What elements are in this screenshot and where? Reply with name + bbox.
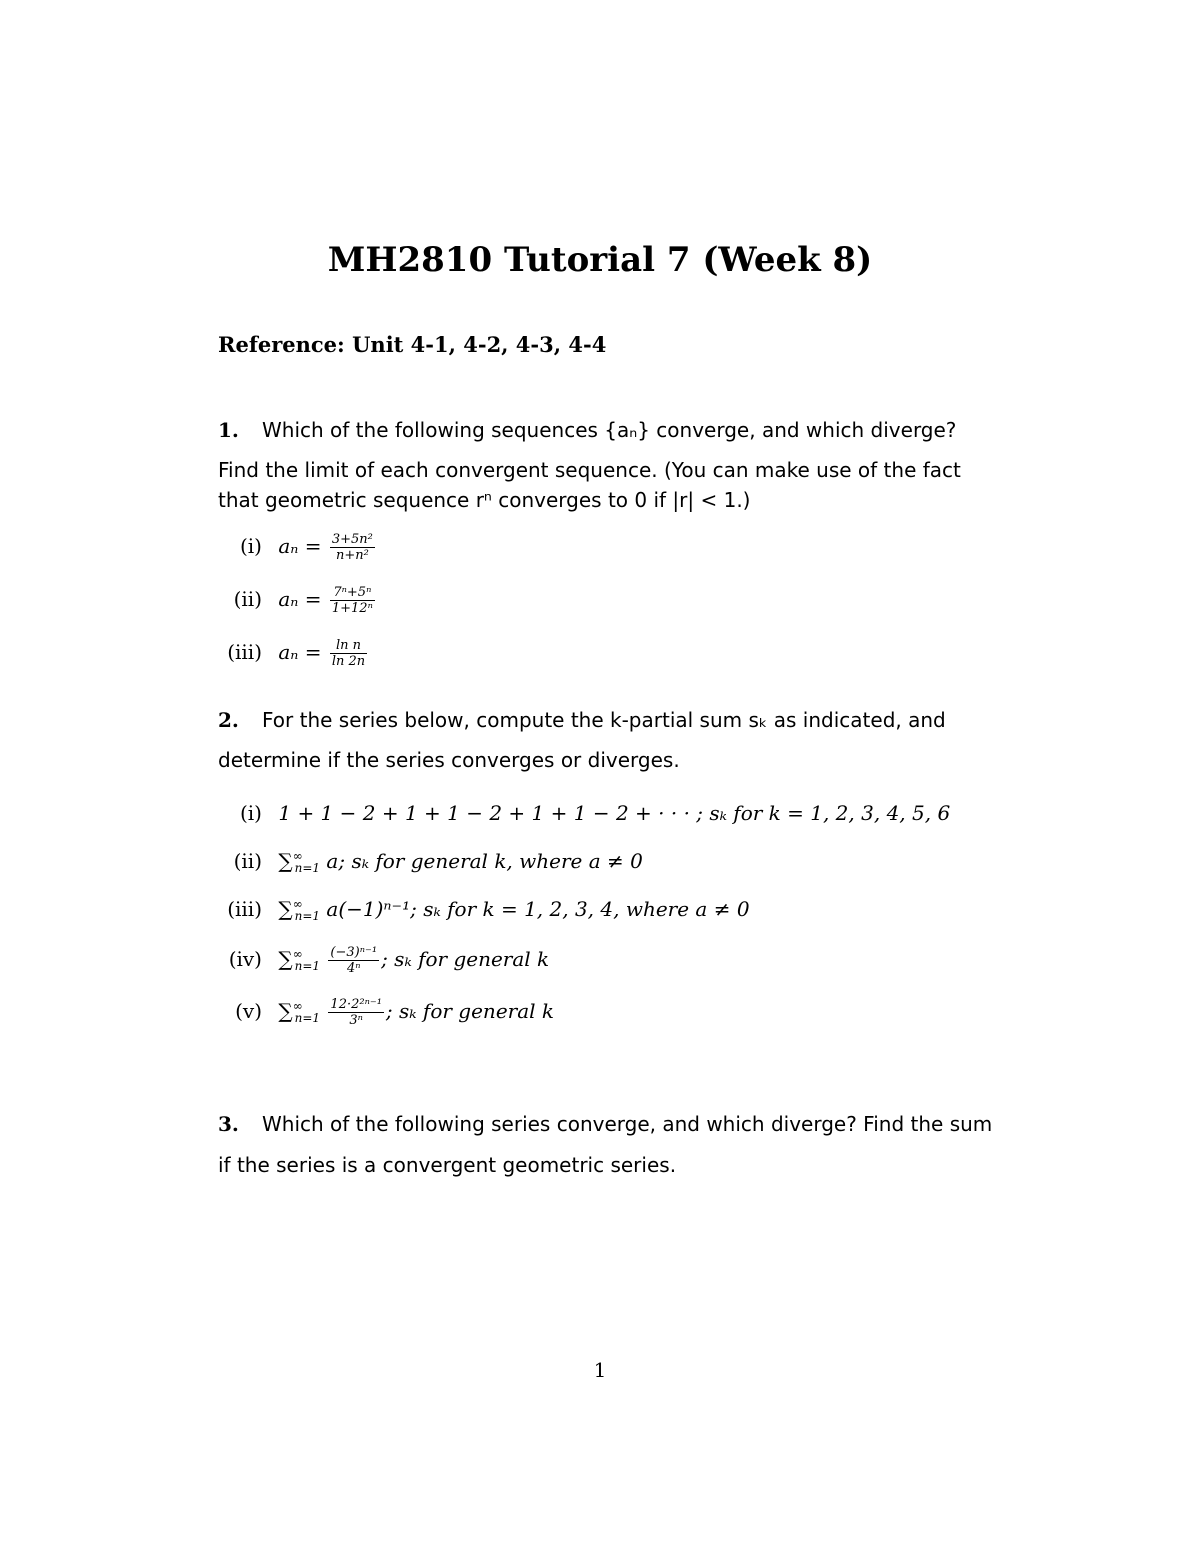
- item-text: ; sₖ for general k: [385, 999, 555, 1023]
- q2-text-1: For the series below, compute the k-partial sum sₖ as indicated, and: [262, 708, 946, 732]
- item-label: (v): [235, 999, 262, 1023]
- sum-lower: n=1: [294, 909, 321, 923]
- item-label: (iii): [227, 640, 262, 664]
- q2-item-i: [218, 801, 950, 825]
- fraction-denominator: n+n²: [335, 548, 369, 563]
- item-label: (iii): [227, 897, 262, 921]
- item-label: (ii): [233, 587, 262, 611]
- sum-symbol: $\sum^\infty_{n=1}$: [278, 947, 321, 973]
- item-label: (ii): [233, 849, 262, 873]
- fraction-numerator: 3+5n²: [331, 532, 373, 547]
- item-lhs: aₙ =: [278, 534, 322, 558]
- page-number: 1: [593, 1358, 607, 1382]
- fraction-denominator: 4ⁿ: [346, 961, 361, 976]
- page-title: MH2810 Tutorial 7 (Week 8): [327, 240, 873, 280]
- item-text: a; sₖ for general k, where a ≠ 0: [326, 849, 643, 873]
- fraction: [330, 638, 367, 669]
- sum-symbol: $\sum^\infty_{n=1}$: [278, 999, 321, 1025]
- q3-text-2: if the series is a convergent geometric series.: [218, 1153, 677, 1177]
- item-text: a(−1)ⁿ⁻¹; sₖ for k = 1, 2, 3, 4, where a ≠ 0: [326, 897, 750, 921]
- q1-number: 1.: [218, 418, 239, 442]
- q2-item-iii: [218, 897, 750, 923]
- sum-lower: n=1: [294, 1011, 321, 1025]
- q1-line1: [218, 418, 956, 442]
- sum-upper: ∞: [292, 849, 303, 863]
- q1-text-2: Find the limit of each convergent sequence. (You can make use of the fact: [218, 458, 961, 482]
- sum-symbol: $\sum^\infty_{n=1}$: [278, 897, 321, 923]
- fraction: [328, 997, 384, 1028]
- q2-item-ii: [218, 849, 643, 875]
- fraction-denominator: 3ⁿ: [349, 1013, 363, 1028]
- sum-symbol: $\sum^\infty_{n=1}$: [278, 849, 321, 875]
- q1-item-iii: [218, 638, 369, 669]
- fraction-denominator: 1+12ⁿ: [331, 601, 373, 616]
- item-lhs: aₙ =: [278, 587, 322, 611]
- q3-line1: [218, 1112, 992, 1136]
- q2-text-2: determine if the series converges or diverges.: [218, 748, 680, 772]
- fraction-denominator: ln 2n: [331, 654, 366, 669]
- q1-item-i: [218, 532, 377, 563]
- fraction-numerator: ln n: [330, 638, 367, 654]
- item-text: ; sₖ for general k: [381, 947, 550, 971]
- item-label: (i): [239, 534, 262, 558]
- fraction-numerator: 7ⁿ+5ⁿ: [330, 585, 375, 601]
- q2-item-v: [218, 997, 554, 1028]
- q1-text-1: Which of the following sequences {aₙ} converge, and which diverge?: [262, 418, 957, 442]
- fraction-numerator: (−3)ⁿ⁻¹: [330, 945, 378, 960]
- q1-item-ii: [218, 585, 377, 616]
- item-text: 1 + 1 − 2 + 1 + 1 − 2 + 1 + 1 − 2 + · · · ; sₖ for k = 1, 2, 3, 4, 5, 6: [278, 801, 951, 825]
- q3-number: 3.: [218, 1112, 239, 1136]
- fraction-numerator: 12·2²ⁿ⁻¹: [330, 997, 382, 1012]
- sum-lower: n=1: [294, 861, 321, 875]
- item-label: (iv): [228, 947, 262, 971]
- sum-upper: ∞: [292, 947, 303, 961]
- q1-text-3: that geometric sequence rⁿ converges to 0 if |r| < 1.): [218, 488, 751, 512]
- item-label: (i): [239, 801, 262, 825]
- fraction: [330, 585, 375, 616]
- q2-line1: [218, 708, 946, 732]
- q2-number: 2.: [218, 708, 239, 732]
- sum-lower: n=1: [294, 959, 321, 973]
- sum-upper: ∞: [292, 897, 303, 911]
- item-lhs: aₙ =: [278, 640, 322, 664]
- sum-upper: ∞: [292, 999, 303, 1013]
- reference-line: Reference: Unit 4-1, 4-2, 4-3, 4-4: [218, 332, 607, 357]
- fraction: [330, 532, 375, 563]
- fraction: [328, 945, 379, 976]
- q2-item-iv: [218, 945, 549, 976]
- q3-text-1: Which of the following series converge, and which diverge? Find the sum: [262, 1112, 993, 1136]
